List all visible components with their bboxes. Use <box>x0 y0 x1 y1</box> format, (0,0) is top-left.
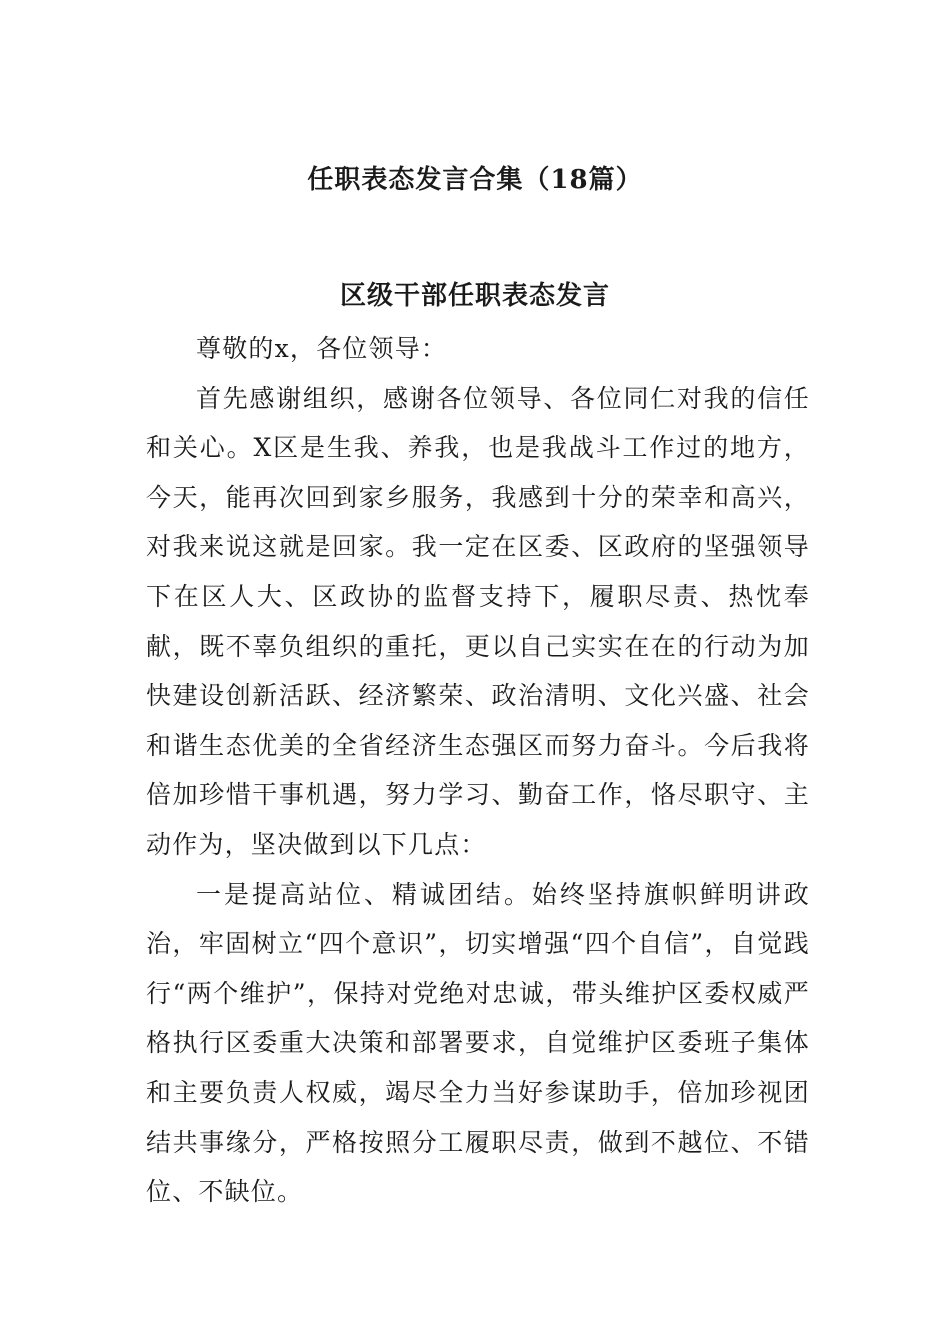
body-paragraph: 一是提高站位、精诚团结。始终坚持旗帜鲜明讲政治，牢固树立“四个意识”，切实增强“四个自信”，自觉践行“两个维护”，保持对党绝对忠诚，带头维护区委权威严格执行区委重大决策和部署要求，自觉维护区委班子集体和主要负责人权威，竭尽全力当好参谋助手，倍加珍视团结共事缘分，严格按照分工履职尽责，做到不越位、不错位、不缺位。 <box>146 879 810 1207</box>
body-paragraph: 首先感谢组织，感谢各位领导、各位同仁对我的信任和关心。X区是生我、养我，也是我战斗工作过的地方，今天，能再次回到家乡服务，我感到十分的荣幸和高兴，对我来说这就是回家。我一定在区委、区政府的坚强领导下在区人大、区政协的监督支持下，履职尽责、热忱奉献，既不辜负组织的重托，更以自己实实在在的行动为加快建设创新活跃、经济繁荣、政治清明、文化兴盛、社会和谐生态优美的全省经济生态强区而努力奋斗。今后我将倍加珍惜干事机遇，努力学习、勤奋工作，恪尽职守、主动作为，坚决做到以下几点： <box>146 383 810 859</box>
salutation-paragraph: 尊敬的x，各位领导： <box>196 334 448 363</box>
section-title: 区级干部任职表态发言 <box>339 281 610 311</box>
document-title: 任职表态发言合集（18篇） <box>307 165 643 195</box>
body-text <box>146 324 810 1217</box>
